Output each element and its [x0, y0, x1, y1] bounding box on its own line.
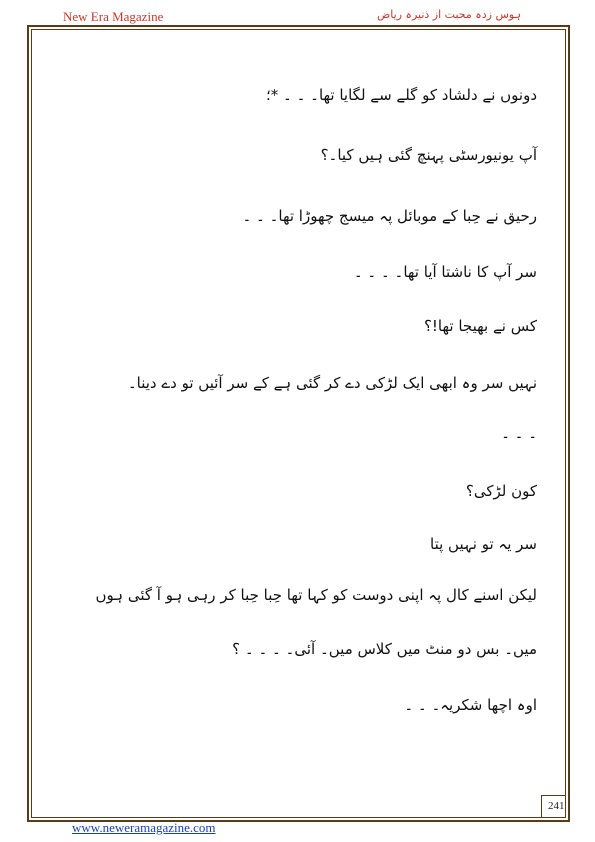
text-line: آپ یونیورسٹی پہنچ گئی ہیں کیا۔؟ — [320, 146, 537, 164]
text-line: کون لڑکی؟ — [465, 482, 537, 500]
text-line: سر یہ تو نہیں پتا — [430, 535, 537, 553]
text-line: میں۔ بس دو منٹ میں کلاس میں۔ آئی۔ ۔ ۔ ۔ ؟ — [232, 640, 537, 658]
text-line: دونوں نے دلشاد کو گلے سے لگایا تھا۔ ۔ ۔ *؛ — [266, 86, 537, 104]
text-line: کس نے بھیجا تھا!؟ — [423, 317, 537, 335]
text-line: ۔ ۔ ۔ — [501, 424, 537, 442]
website-link[interactable]: www.neweramagazine.com — [72, 820, 216, 835]
page-number: 241 — [548, 800, 565, 812]
magazine-title: New Era Magazine — [63, 9, 164, 24]
text-line: لیکن اسنے کال پہ اپنی دوست کو کہا تھا حِبا حِبا کر رہی ہو آ گئی ہوں — [95, 586, 537, 604]
text-line: اوہ اچھا شکریہ۔ ۔ ۔ — [404, 696, 537, 714]
novel-title: ہوس زدہ محبت از ذنیرہ ریاض — [377, 8, 521, 21]
text-line: نہیں سر وہ ابھی ایک لڑکی دے کر گئی ہے کے سر آئیں تو دے دینا۔ — [127, 374, 537, 392]
text-line: سر آپ کا ناشتا آیا تھا۔ ۔ ۔ ۔ — [353, 263, 537, 281]
text-line: رحیق نے حِبا کے موبائل پہ میسج چھوڑا تھا۔ ۔ ۔ — [242, 207, 537, 225]
